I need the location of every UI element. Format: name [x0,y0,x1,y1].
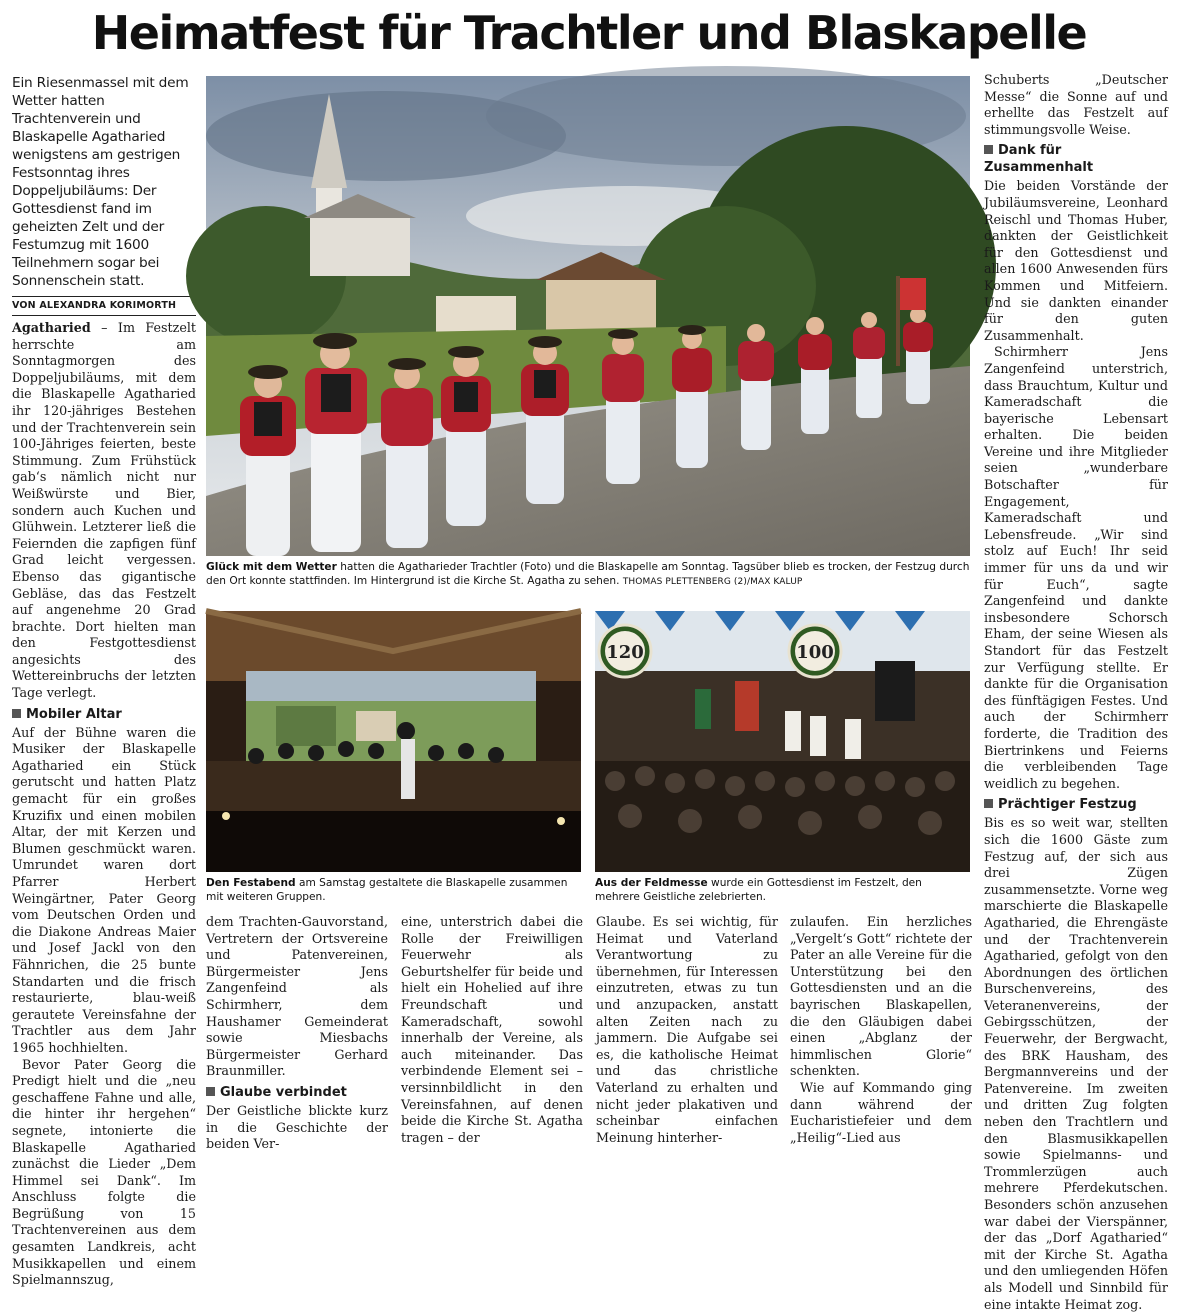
square-bullet-icon [206,1087,215,1096]
caption-feldmesse [595,876,970,904]
headline: Heimatfest für Trachtler und Blaskapelle [91,6,1087,60]
paragraph: zulaufen. Ein herzliches „Vergelt‘s Gott“ richtete der Pater an alle Vereine für die Unterstützung bei den Gottesdiensten und an die bayrischen Blaskapellen, die den Gläubigen dabei einen „Abglanz der himmlischen Glorie“ schenkten. [790,914,972,1079]
subheading-mobiler-altar: Mobiler Altar [12,706,196,723]
paragraph: Auf der Bühne waren die Musiker der Blaskapelle Agatharied ein Stück gerutscht und hatten Platz gemacht für ein großes Kruzifix und einen mobilen Altar, der mit Kerzen und Blumen geschmückt waren. Umrundet waren dort Pfarrer Herbert Weingärtner, Pater Georg vom Deutschen Orden und die Diakone Andreas Maier und Josef Jackl von den Fähnrichen, die 25 bunte Standarten und die frisch restaurierte, blau-weiß gerautete Vereinsfahne der Trachtler aus dem Jahr 1965 hochhielten. [12,724,196,1055]
caption-lead: Glück mit dem Wetter [206,561,337,573]
column-2 [206,914,388,1153]
sign-100: 100 [796,642,834,663]
paragraph: Schuberts „Deutscher Messe“ die Sonne auf und erhellte das Festzelt auf stimmungsvolle Weise. [984,72,1168,137]
sign-120: 120 [606,642,644,663]
photo-festzug [206,76,970,556]
paragraph: Der Geistliche blickte kurz in die Geschichte der beiden Ver- [206,1102,388,1152]
photo-credit: THOMAS PLETTENBERG (2)/MAX KALUP [622,577,803,587]
subheading-glaube-verbindet: Glaube verbindet [206,1084,388,1101]
paragraph: Die beiden Vorstände der Jubiläumsvereine, Leonhard Reischl und Thomas Huber, dankten der Geistlichkeit für den Gottesdienst und allen 1600 Anwesenden fürs Kommen und Mitfeiern. Und sie dankten einander für den guten Zusammenhalt. [984,178,1168,343]
column-1 [12,74,196,1289]
paragraph: eine, unterstrich dabei die Rolle der Freiwilligen Feuerwehr als Geburtshelfer für beide und hielt ein Hohelied auf ihre Freundschaft und Kameradschaft, sowohl innerhalb der Vereine, als auch miteinander. Das verbindende Element sei – versinnbildlicht in den Vereinsfahnen, auf denen beide die Kirche St. Agatha tragen – der [401,914,583,1145]
festabend-illustration [206,611,581,872]
photo-festabend [206,611,581,872]
paragraph-text: – Im Festzelt herrschte am Sonntagmorgen des Doppeljubiläums, mit dem die Blaskapelle Agatharied ihr 120-jähriges Bestehen und der Trachtenverein sein 100-Jähriges feierten, beste Stimmung. Zum Frühstück gab‘s nämlich nicht nur Weißwürste und Bier, sondern auch Kuchen und Glühwein. Letzterer ließ die Feiernden die zapfigen fünf Grad leicht vergessen. Ebenso das gigantische Gebläse, das das Festzelt auf angenehme 20 Grad brachte. Dort hielten man den Festgottesdienst angesichts des Wettereinbruchs der letzten Tage verlegt. [12,320,196,701]
paragraph: Bevor Pater Georg die Predigt hielt und die „neu geschaffene Fahne und alle, die hinter ihr hergehen“ segnete, intonierte die Blaskapelle Agatharied zunächst die Lieder „Dem Himmel sei Dank“. Im Anschluss folgte die Begrüßung von 15 Trachtenvereinen aus dem gesamten Landkreis, acht Musikkapellen und einem Spielmannszug, [12,1056,196,1288]
caption-festabend [206,876,581,904]
subheading-festzug: Prächtiger Festzug [984,796,1168,813]
caption-lead: Den Festabend [206,877,296,889]
subheading-dank: Dank für Zusammenhalt [984,143,1094,176]
caption-lead: Aus der Feldmesse [595,877,708,889]
column-6 [984,72,1168,1313]
paragraph: Schirmherr Jens Zangenfeind unterstrich, dass Brauchtum, Kultur und Kameradschaft die bayerische Lebensart erhalten. Die beiden Vereine und ihre Mitglieder seien „wunderbare Botschafter für Engagement, Kameradschaft und Lebensfreude. „Wir sind stolz auf Euch! Ihr seid immer für uns da und wir für Euch“, sagte Zangenfeind und dankte insbesondere Schorsch Eham, der seine Wiesen als Standort für das Festzelt zur Verfügung stellte. Er dankte für die Organisation des fünftägigen Festes. Und auch der Schirmherr forderte, die Tradition des Biertrinkens und Feierns die verbleibenden Tage weidlich zu begehen. [984,344,1168,791]
column-4 [596,914,778,1146]
caption-main [206,560,970,589]
square-bullet-icon [984,799,993,808]
paragraph: Glaube. Es sei wichtig, für Heimat und Vaterland Verantwortung zu übernehmen, für Interessen einzutreten, etwas zu tun und anzupacken, anstatt alten Zeiten nach zu jammern. Die Aufgabe sei es, die katholische Heimat und das christliche Vaterland zu erhalten und nicht jeder plakativen und scheinbar einfachen Meinung hinterher- [596,914,778,1145]
dateline: Agatharied [12,320,91,335]
byline: VON ALEXANDRA KORIMORTH [12,296,196,316]
caption-text: am Samstag gestaltete die Blaskapelle zusammen mit weiteren Gruppen. [206,877,568,903]
caption-text: hatten die Agatharieder Trachtler (Foto) und die Blaskapelle am Sonntag. Tagsüber blieb es trocken, der Festzug durch den Ort konnte stattfinden. Im Hintergrund ist die Kirche St. Agatha zu sehen. [206,561,970,587]
caption-text: wurde ein Gottesdienst im Festzelt, den mehrere Geistliche zelebrierten. [595,877,922,903]
photo-feldmesse [595,611,970,872]
feldmesse-illustration [595,611,970,872]
festzug-illustration [206,76,970,556]
column-5 [790,914,972,1146]
paragraph [12,320,196,702]
paragraph: dem Trachten-Gauvorstand, Vertretern der Ortsvereine und Patenvereinen, Bürgermeister Jens Zangenfeind als Schirmherr, dem Haushamer Gemeinderat sowie Miesbachs Bürgermeister Gerhard Braunmiller. [206,914,388,1079]
paragraph: Bis es so weit war, stellten sich die 1600 Gäste zum Festzug auf, der sich aus drei Zügen zusammensetzte. Vorne weg marschierte die Blaskapelle Agatharied, die Ehrengäste und der Trachtenverein Agatharied, gefolgt von den Abordnungen des örtlichen Burschenvereins, des Veteranenvereins, der Gebirgsschützen, der Feuerwehr, der Bergwacht, des BRK Hausham, des Bergmannvereins und der Patenvereine. Im zweiten und dritten Zug folgten neben den Trachtlern und den Blasmusikkapellen sowie Spielmanns- und Trommlerzügen auch mehrere Pferdekutschen. Besonders schön anzusehen war dabei der Vierspänner, der das „Dorf Agatharied“ mit der Kirche St. Agatha und den umliegenden Höfen als Modell und Sinnbild für eine intakte Heimat zog. [984,815,1168,1312]
square-bullet-icon [984,145,993,154]
lede: Ein Riesenmassel mit dem Wetter hatten Trachtenverein und Blaskapelle Agatharied wenigstens am gestrigen Festsonntag ihres Doppeljubiläums: Der Gottesdienst fand im geheizten Zelt und der Festumzug mit 1600 Teilnehmern sogar bei Sonnenschein statt. [12,75,189,289]
column-3 [401,914,583,1146]
paragraph: Wie auf Kommando ging dann während der Eucharistiefeier und dem „Heilig“-Lied aus [790,1079,972,1145]
square-bullet-icon [12,709,21,718]
